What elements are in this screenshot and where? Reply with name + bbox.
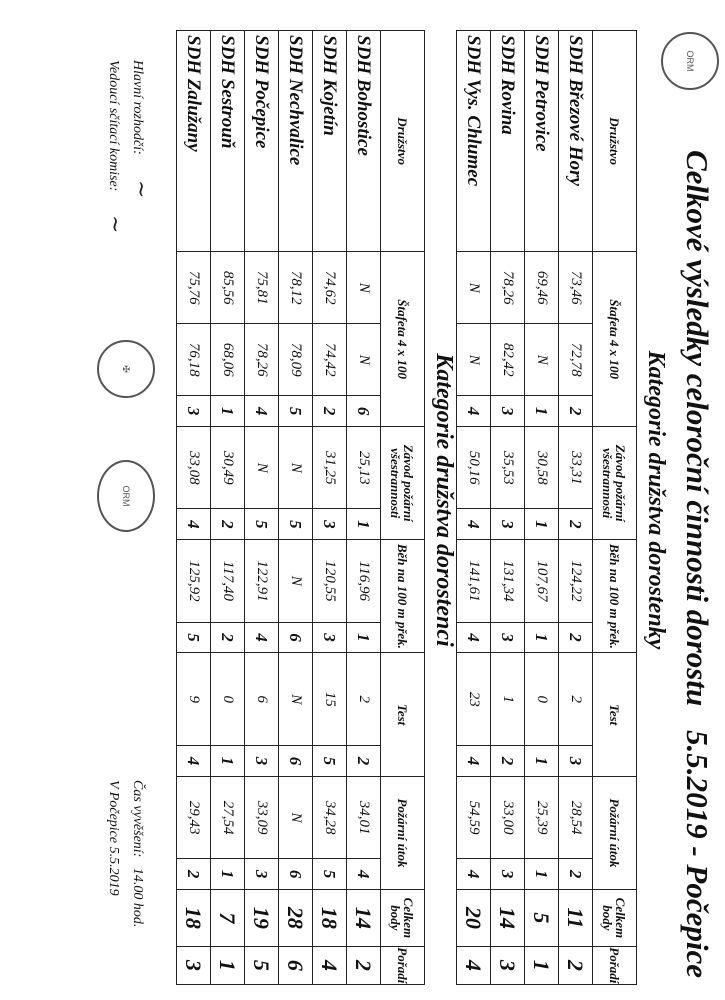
relay-run2: 82,42 [491, 324, 525, 396]
attack-time: 28,54 [559, 776, 593, 858]
all-round-rank: 4 [457, 509, 491, 540]
relay-rank: 1 [525, 396, 559, 427]
run-time: 131,34 [491, 540, 525, 622]
test-rank: 3 [559, 746, 593, 777]
table-row [559, 31, 593, 985]
relay-rank: 2 [313, 396, 347, 427]
relay-rank: 1 [211, 396, 245, 427]
header-test: Test [381, 653, 425, 776]
run-rank: 4 [457, 622, 491, 653]
girls-category-title: Kategorie družstva dorostenky [643, 350, 669, 650]
orm-seal-icon: ORM [97, 460, 155, 532]
attack-rank: 4 [457, 859, 491, 890]
relay-run2: N [525, 324, 559, 396]
total-points: 28 [279, 890, 313, 947]
team-cell: SDH Bohostice [347, 31, 381, 252]
final-place: 4 [313, 946, 347, 984]
attack-rank: 1 [211, 859, 245, 890]
run-time: 124,22 [559, 540, 593, 622]
test-value: 23 [457, 653, 491, 746]
header-team: Družstvo [381, 31, 425, 252]
test-value: 15 [313, 653, 347, 746]
team-cell: SDH Počepice [245, 31, 279, 252]
table-row [491, 31, 525, 985]
run-time: 125,92 [177, 540, 211, 622]
relay-run2: 68,06 [211, 324, 245, 396]
relay-rank: 4 [457, 396, 491, 427]
all-round-time: 35,53 [491, 427, 525, 509]
all-round-rank: 1 [525, 509, 559, 540]
test-value: 0 [525, 653, 559, 746]
run-rank: 3 [491, 622, 525, 653]
relay-run1: 85,56 [211, 252, 245, 324]
commission-signature: ~ [102, 215, 127, 234]
all-round-time: 50,16 [457, 427, 491, 509]
team-cell: SDH Zalužany [177, 31, 211, 252]
attack-rank: 2 [559, 859, 593, 890]
test-value: 9 [177, 653, 211, 746]
municipal-seal-icon: ✠ [97, 340, 155, 398]
header-total: Celkem body [593, 890, 637, 947]
test-rank: 2 [347, 746, 381, 777]
attack-time: 54,59 [457, 776, 491, 858]
team-cell: SDH Rovina [491, 31, 525, 252]
total-points: 5 [525, 890, 559, 947]
final-place: 3 [177, 946, 211, 984]
final-place: 5 [245, 946, 279, 984]
all-round-rank: 3 [491, 509, 525, 540]
chief-judge-signature: ~ [128, 180, 153, 199]
final-place: 4 [457, 946, 491, 984]
header-place: Pořadí [593, 946, 637, 984]
run-rank: 1 [347, 622, 381, 653]
team-cell: SDH Vys. Chlumec [457, 31, 491, 252]
run-time: 141,61 [457, 540, 491, 622]
total-points: 7 [211, 890, 245, 947]
attack-rank: 4 [347, 859, 381, 890]
total-points: 11 [559, 890, 593, 947]
header-all-round: Závod požární všestrannosti [381, 427, 425, 540]
attack-time: 34,01 [347, 776, 381, 858]
total-points: 19 [245, 890, 279, 947]
relay-rank: 4 [245, 396, 279, 427]
test-value: 2 [559, 653, 593, 746]
all-round-rank: 3 [313, 509, 347, 540]
boys-category-title: Kategorie družstva dorostenci [431, 353, 457, 647]
test-rank: 3 [245, 746, 279, 777]
all-round-rank: 1 [347, 509, 381, 540]
attack-rank: 3 [491, 859, 525, 890]
all-round-time: 30,49 [211, 427, 245, 509]
attack-time: 29,43 [177, 776, 211, 858]
team-cell: SDH Nechvalice [279, 31, 313, 252]
table-row [525, 31, 559, 985]
table-row [177, 31, 211, 985]
all-round-time: 25,13 [347, 427, 381, 509]
attack-rank: 3 [245, 859, 279, 890]
test-value: 6 [245, 653, 279, 746]
header-attack: Požární útok [381, 776, 425, 889]
test-rank: 4 [457, 746, 491, 777]
title-date-place: 5.5.2019 - Počepice [680, 730, 715, 978]
table-row [211, 31, 245, 985]
orm-stamp-icon: ORM [661, 32, 719, 90]
attack-time: 34,28 [313, 776, 347, 858]
header-total: Celkem body [381, 890, 425, 947]
attack-rank: 2 [177, 859, 211, 890]
attack-rank: 1 [525, 859, 559, 890]
team-cell: SDH Kojetín [313, 31, 347, 252]
team-cell: SDH Petrovice [525, 31, 559, 252]
all-round-time: 30,58 [525, 427, 559, 509]
total-points: 18 [177, 890, 211, 947]
test-rank: 4 [177, 746, 211, 777]
relay-run1: 78,12 [279, 252, 313, 324]
relay-run1: 69,46 [525, 252, 559, 324]
run-time: 120,55 [313, 540, 347, 622]
header-all-round: Závod požární všestrannosti [593, 427, 637, 540]
test-rank: 1 [525, 746, 559, 777]
header-relay: Štafeta 4 x 100 [593, 252, 637, 427]
table-row [245, 31, 279, 985]
header-run: Běh na 100 m přek. [381, 540, 425, 653]
table-row [279, 31, 313, 985]
test-rank: 1 [211, 746, 245, 777]
table-row [457, 31, 491, 985]
header-place: Pořadí [381, 946, 425, 984]
relay-run1: 74,62 [313, 252, 347, 324]
test-rank: 6 [279, 746, 313, 777]
relay-run2: N [457, 324, 491, 396]
commission-label: Vedoucí sčítací komise: [106, 60, 121, 192]
final-place: 2 [559, 946, 593, 984]
place-date: V Počepice 5.5.2019 [106, 780, 121, 896]
chief-judge-label: Hlavní rozhodčí: [130, 60, 145, 155]
all-round-time: 33,08 [177, 427, 211, 509]
header-attack: Požární útok [593, 776, 637, 889]
relay-run2: 78,26 [245, 324, 279, 396]
all-round-time: N [245, 427, 279, 509]
attack-time: 33,09 [245, 776, 279, 858]
relay-run1: N [347, 252, 381, 324]
attack-time: 27,54 [211, 776, 245, 858]
attack-time: 25,39 [525, 776, 559, 858]
boys-results-table [176, 30, 425, 985]
run-rank: 2 [211, 622, 245, 653]
header-team: Družstvo [593, 31, 637, 252]
all-round-rank: 2 [559, 509, 593, 540]
run-rank: 4 [245, 622, 279, 653]
relay-run2: 78,09 [279, 324, 313, 396]
final-place: 3 [491, 946, 525, 984]
run-time: 116,96 [347, 540, 381, 622]
table-row [313, 31, 347, 985]
run-time: 122,91 [245, 540, 279, 622]
girls-results-table [456, 30, 637, 985]
relay-run2: N [347, 324, 381, 396]
relay-run2: 74,42 [313, 324, 347, 396]
relay-rank: 2 [559, 396, 593, 427]
run-time: N [279, 540, 313, 622]
all-round-time: 33,31 [559, 427, 593, 509]
final-place: 1 [211, 946, 245, 984]
relay-run1: 75,76 [177, 252, 211, 324]
relay-run1: 73,46 [559, 252, 593, 324]
team-cell: SDH Sestrouň [211, 31, 245, 252]
table-row [347, 31, 381, 985]
test-value: 0 [211, 653, 245, 746]
test-value: 2 [347, 653, 381, 746]
posted-time: Čas vyvěšení: 14.00 hod. [130, 780, 145, 928]
test-rank: 5 [313, 746, 347, 777]
final-place: 1 [525, 946, 559, 984]
attack-rank: 5 [313, 859, 347, 890]
relay-rank: 3 [491, 396, 525, 427]
run-time: 117,40 [211, 540, 245, 622]
all-round-rank: 5 [279, 509, 313, 540]
run-rank: 3 [313, 622, 347, 653]
relay-run2: 72,78 [559, 324, 593, 396]
final-place: 2 [347, 946, 381, 984]
header-test: Test [593, 653, 637, 776]
attack-time: 33,00 [491, 776, 525, 858]
relay-run1: 78,26 [491, 252, 525, 324]
all-round-rank: 2 [211, 509, 245, 540]
header-run: Běh na 100 m přek. [593, 540, 637, 653]
relay-rank: 3 [177, 396, 211, 427]
run-rank: 6 [279, 622, 313, 653]
relay-rank: 5 [279, 396, 313, 427]
test-value: 1 [491, 653, 525, 746]
attack-rank: 6 [279, 859, 313, 890]
total-points: 20 [457, 890, 491, 947]
run-rank: 1 [525, 622, 559, 653]
attack-time: N [279, 776, 313, 858]
total-points: 14 [347, 890, 381, 947]
run-time: 107,67 [525, 540, 559, 622]
all-round-time: 31,25 [313, 427, 347, 509]
all-round-rank: 4 [177, 509, 211, 540]
relay-run1: 75,81 [245, 252, 279, 324]
final-place: 6 [279, 946, 313, 984]
total-points: 14 [491, 890, 525, 947]
run-rank: 2 [559, 622, 593, 653]
run-rank: 5 [177, 622, 211, 653]
all-round-time: N [279, 427, 313, 509]
title-main: Celkové výsledky celoroční činnosti dorostu [680, 150, 715, 707]
header-relay: Štafeta 4 x 100 [381, 252, 425, 427]
test-value: N [279, 653, 313, 746]
team-cell: SDH Březové Hory [559, 31, 593, 252]
all-round-rank: 5 [245, 509, 279, 540]
test-rank: 2 [491, 746, 525, 777]
total-points: 18 [313, 890, 347, 947]
relay-rank: 6 [347, 396, 381, 427]
relay-run2: 76,18 [177, 324, 211, 396]
relay-run1: N [457, 252, 491, 324]
